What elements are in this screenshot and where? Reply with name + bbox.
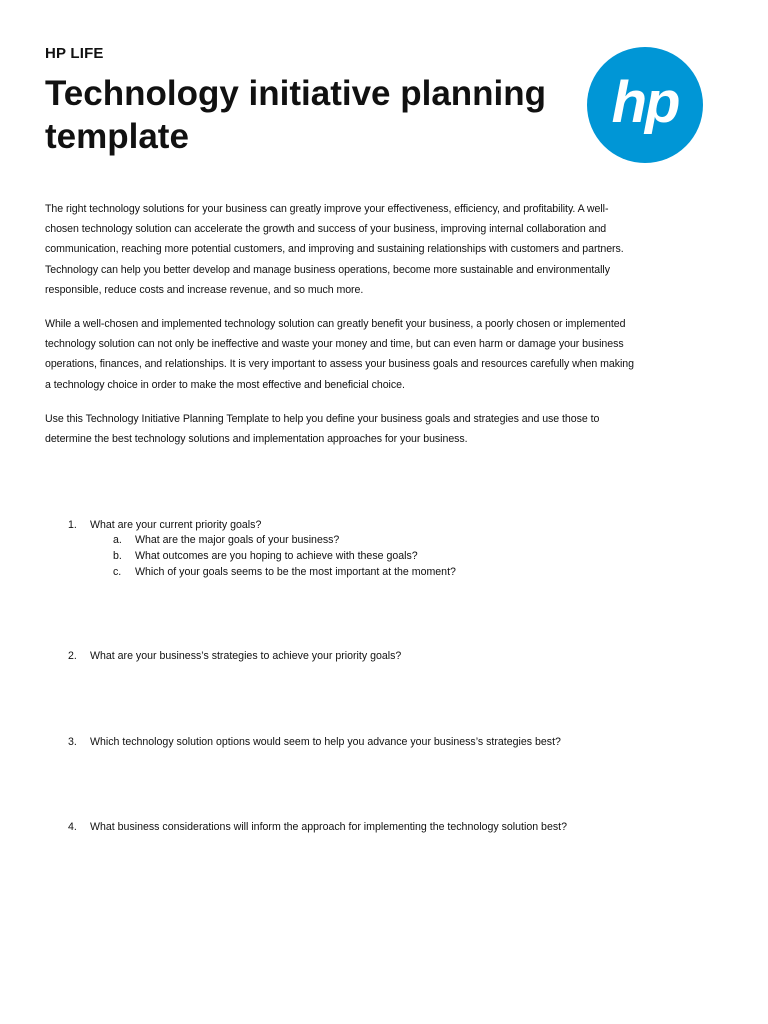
question-number: 2. [68, 650, 77, 662]
subitem-text: Which of your goals seems to be the most important at the moment? [135, 566, 456, 578]
question-3 [68, 734, 561, 750]
brand-label: HP LIFE [45, 45, 104, 62]
intro-paragraph-2: While a well-chosen and implemented technology solution can greatly benefit your business, a poorly chosen or implemented technology solution can not only be ineffective and waste your money and time, but can even harm or damage your business operations, finances, and relationships. It is very important to assess your business goals and resources carefully when making a technology choice in order to make the most effective and beneficial choice. [45, 318, 634, 391]
subitem-text: What outcomes are you hoping to achieve with these goals? [135, 550, 418, 562]
question-number: 1. [68, 519, 77, 531]
question-number: 3. [68, 736, 77, 748]
page-title: Technology initiative planning template [45, 74, 547, 156]
question-text: What business considerations will inform the approach for implementing the technology solution best? [90, 821, 567, 833]
question-1-subitem-b [113, 548, 418, 564]
question-text: What are your business’s strategies to achieve your priority goals? [90, 650, 402, 662]
question-number: 4. [68, 821, 77, 833]
intro-paragraph-1: The right technology solutions for your business can greatly improve your effectiveness, efficiency, and profitability. A well-chosen technology solution can accelerate the growth and success of your business, improving internal collaboration and communication, reaching more potential customers, and improving and sustaining relationships with customers and partners. Technology can help you better develop and manage business operations, become more sustainable and environmentally responsible, reduce costs and increase revenue, and so much more. [45, 203, 624, 296]
intro-paragraph-3: Use this Technology Initiative Planning Template to help you define your business goals and strategies and use those to determine the best technology solutions and implementation approaches for your business. [45, 412, 600, 446]
subitem-letter: a. [113, 534, 122, 546]
question-1-subitem-a [113, 532, 339, 548]
logo-text: hp [611, 70, 679, 135]
intro-section [45, 199, 635, 463]
subitem-letter: b. [113, 550, 122, 562]
question-1 [68, 517, 261, 533]
question-2 [68, 648, 401, 664]
question-1-subitem-c [113, 564, 456, 580]
subitem-text: What are the major goals of your business? [135, 534, 340, 546]
hp-logo-graphic [587, 47, 703, 163]
subitem-letter: c. [113, 566, 122, 578]
question-text: Which technology solution options would seem to help you advance your business’s strategies best? [90, 736, 561, 748]
question-4 [68, 819, 567, 835]
question-text: What are your current priority goals? [90, 519, 262, 531]
hp-logo-icon [587, 47, 703, 163]
